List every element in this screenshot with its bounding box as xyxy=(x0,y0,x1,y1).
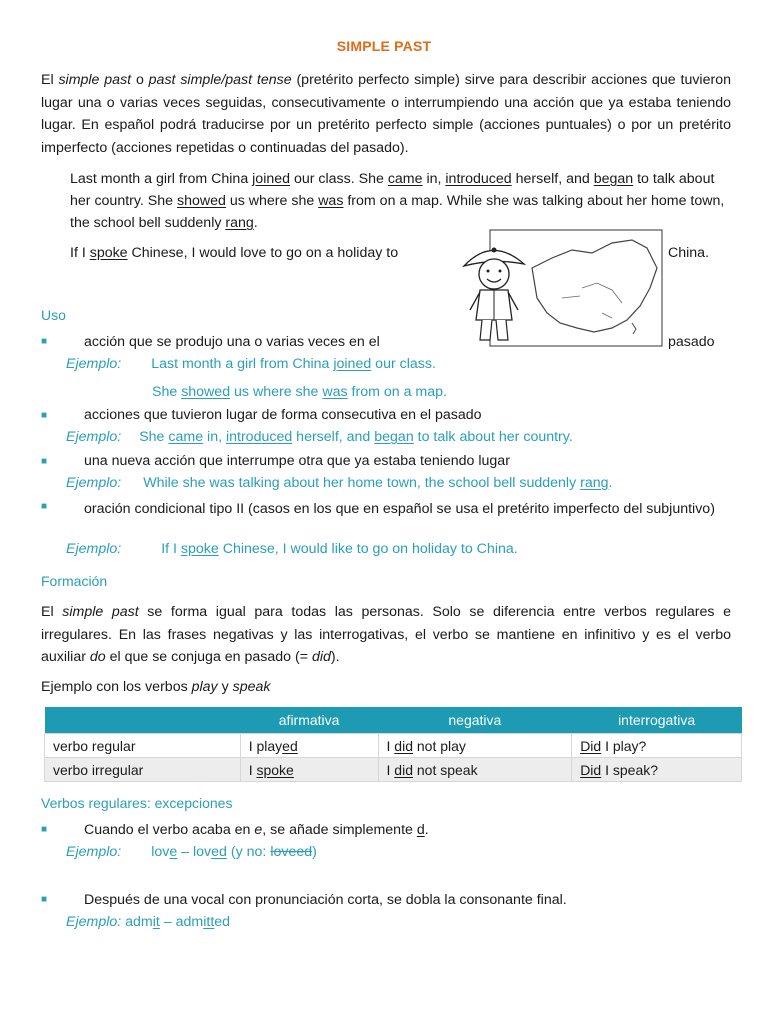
formacion-paragraph: El simple past se forma igual para todas las personas. Solo se diferencia entre verbos regulares e irregulares. En las frases negativas y las interrogativas, el verbo se mantiene en infinitivo y es el verbo auxiliar do el que se conjuga en pasado (= did). xyxy=(41,604,731,665)
table-cell: I did not speak xyxy=(378,758,572,782)
bullet-icon: ■ xyxy=(41,456,48,467)
conditional-sentence: If I spoke Chinese, I would love to go on a holiday to xyxy=(70,245,399,261)
table-header: interrogativa xyxy=(572,707,742,734)
table-cell: verbo regular xyxy=(45,734,241,758)
bullet-icon: ■ xyxy=(41,410,48,421)
excepcion-1-example: Ejemplo: love – loved (y no: loveed) xyxy=(66,844,317,860)
china-map-illustration xyxy=(462,228,664,348)
table-cell: I spoke xyxy=(240,758,378,782)
bullet-icon: ■ xyxy=(41,501,48,512)
table-header xyxy=(45,707,241,734)
table-header: negativa xyxy=(378,707,572,734)
section-heading-uso: Uso xyxy=(41,307,66,323)
uso-item-4-example: Ejemplo: If I spoke Chinese, I would like to go on holiday to China. xyxy=(66,541,518,557)
excepcion-item-1: Cuando el verbo acaba en e, se añade simplemente d. xyxy=(84,822,429,838)
table-row xyxy=(45,734,742,758)
uso-item-1-example: Ejemplo: Last month a girl from China joined our class. xyxy=(66,356,436,372)
uso-item-1-example-2: She showed us where she was from on a map. xyxy=(152,384,447,400)
uso-item-2: acciones que tuvieron lugar de forma consecutiva en el pasado xyxy=(84,407,482,423)
section-heading-formacion: Formación xyxy=(41,573,108,589)
intro-paragraph: El simple past o past simple/past tense (pretérito perfecto simple) sirve para describir acciones que tuvieron lugar una o varias veces seguidas, consecutivamente o interrumpiendo una acción que ya estaba teniendo lugar. En español podrá traducirse por un pretérito perfecto simple (acciones puntuales) o por un pretérito imperfecto (acciones repetidas o continuadas del pasado). xyxy=(41,72,731,156)
table-header-row xyxy=(45,707,742,734)
story-paragraph: Last month a girl from China joined our class. She came in, introduced herself, and began to talk about her country. She showed us where she was from on a map. While she was talking about her home town, the school bell suddenly rang. xyxy=(70,171,725,231)
table-header: afirmativa xyxy=(240,707,378,734)
uso-item-1-end: pasado xyxy=(668,334,715,350)
uso-item-4: oración condicional tipo II (casos en los que en español se usa el pretérito imperfecto del subjuntivo) xyxy=(84,501,715,517)
uso-item-1: acción que se produjo una o varias veces en el xyxy=(84,334,380,350)
excepcion-2-example: Ejemplo: admit – admitted xyxy=(66,914,231,930)
table-cell: Did I speak? xyxy=(572,758,742,782)
uso-item-2-example: Ejemplo: She came in, introduced herself, and began to talk about her country. xyxy=(66,429,573,445)
table-row xyxy=(45,758,742,782)
table-cell: verbo irregular xyxy=(45,758,241,782)
conditional-end: China. xyxy=(668,245,710,261)
page-title: SIMPLE PAST xyxy=(336,38,432,54)
uso-item-3-example: Ejemplo: While she was talking about her home town, the school bell suddenly rang. xyxy=(66,475,613,491)
table-cell: I did not play xyxy=(378,734,572,758)
uso-item-3: una nueva acción que interrumpe otra que ya estaba teniendo lugar xyxy=(84,453,510,469)
conjugation-table xyxy=(44,707,742,782)
table-cell: I played xyxy=(240,734,378,758)
bullet-icon: ■ xyxy=(41,824,48,835)
bullet-icon: ■ xyxy=(41,336,48,347)
table-cell: Did I play? xyxy=(572,734,742,758)
section-heading-excepciones: Verbos regulares: excepciones xyxy=(41,795,233,811)
excepcion-item-2: Después de una vocal con pronunciación corta, se dobla la consonante final. xyxy=(84,892,567,908)
bullet-icon: ■ xyxy=(41,894,48,905)
example-verbs-line: Ejemplo con los verbos play y speak xyxy=(41,679,271,695)
